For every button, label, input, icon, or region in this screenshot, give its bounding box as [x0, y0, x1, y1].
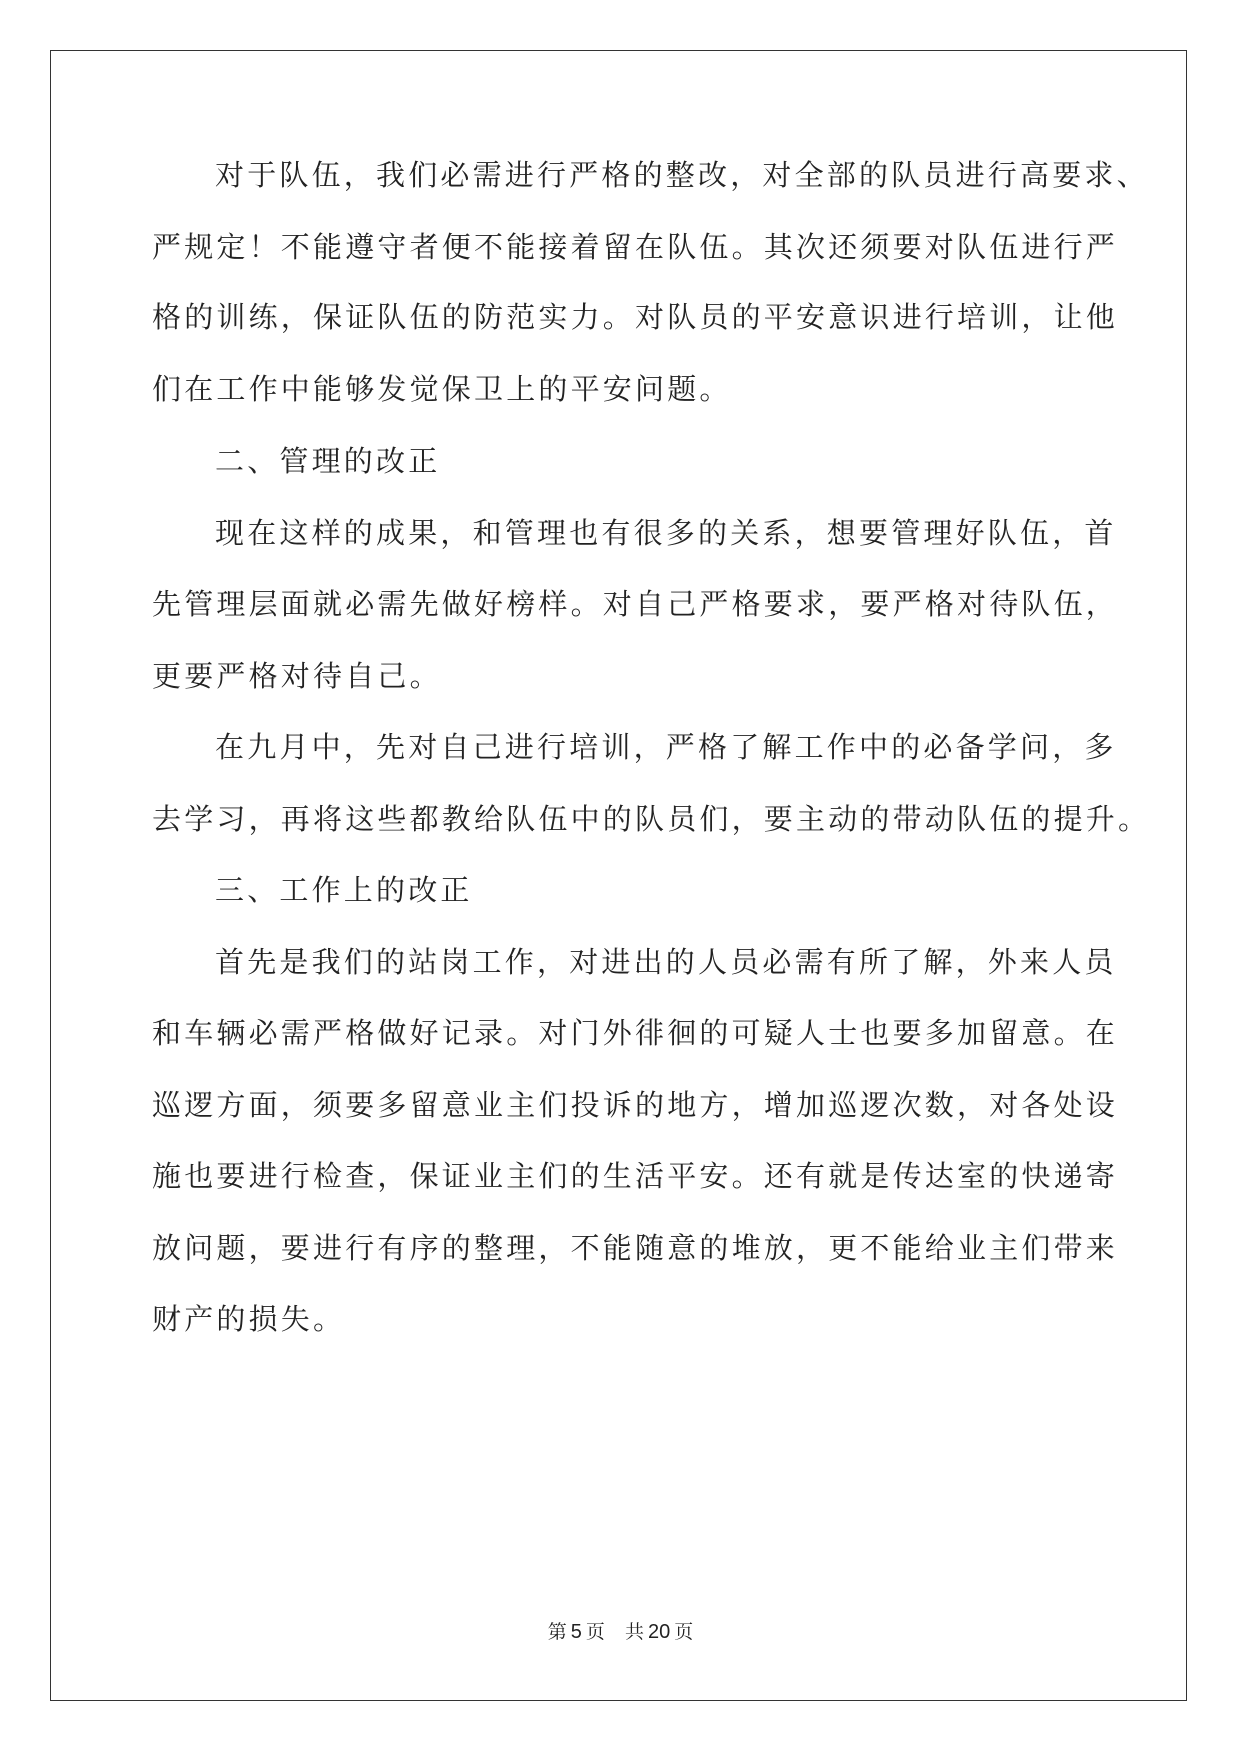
section-heading-management: 二、管理的改正 [215, 444, 441, 478]
page-suffix: 页 [585, 1621, 605, 1643]
section-heading-work: 三、工作上的改正 [215, 873, 473, 907]
paragraph-4-line-1: 在九月中，先对自己进行培训，严格了解工作中的必备学问，多 [215, 730, 1117, 764]
total-suffix: 页 [674, 1621, 694, 1643]
page-footer [0, 1620, 1241, 1644]
paragraph-6-line-1: 首先是我们的站岗工作，对进出的人员必需有所了解，外来人员 [215, 945, 1117, 979]
paragraph-1-line-2: 严规定！不能遵守者便不能接着留在队伍。其次还须要对队伍进行严 [152, 230, 1119, 264]
paragraph-3-line-3: 更要严格对待自己。 [152, 659, 442, 693]
paragraph-4-line-2: 去学习，再将这些都教给队伍中的队员们，要主动的带动队伍的提升。 [152, 802, 1151, 836]
paragraph-3-line-1: 现在这样的成果，和管理也有很多的关系，想要管理好队伍，首 [215, 516, 1117, 550]
paragraph-1-line-4: 们在工作中能够发觉保卫上的平安问题。 [152, 372, 732, 406]
paragraph-6-line-6: 财产的损失。 [152, 1302, 346, 1336]
paragraph-1-line-3: 格的训练，保证队伍的防范实力。对队员的平安意识进行培训，让他 [152, 300, 1119, 334]
total-prefix: 共 [624, 1621, 644, 1643]
paragraph-1-line-1: 对于队伍，我们必需进行严格的整改，对全部的队员进行高要求、 [215, 158, 1149, 192]
paragraph-6-line-5: 放问题，要进行有序的整理，不能随意的堆放，更不能给业主们带来 [152, 1231, 1119, 1265]
paragraph-6-line-3: 巡逻方面，须要多留意业主们投诉的地方，增加巡逻次数，对各处设 [152, 1088, 1119, 1122]
total-pages: 20 [647, 1621, 671, 1643]
page-prefix: 第 [547, 1621, 567, 1643]
paragraph-6-line-4: 施也要进行检查，保证业主们的生活平安。还有就是传达室的快递寄 [152, 1159, 1119, 1193]
paragraph-3-line-2: 先管理层面就必需先做好榜样。对自己严格要求，要严格对待队伍， [152, 587, 1119, 621]
paragraph-6-line-2: 和车辆必需严格做好记录。对门外徘徊的可疑人士也要多加留意。在 [152, 1016, 1119, 1050]
page-number: 5 [570, 1621, 582, 1643]
